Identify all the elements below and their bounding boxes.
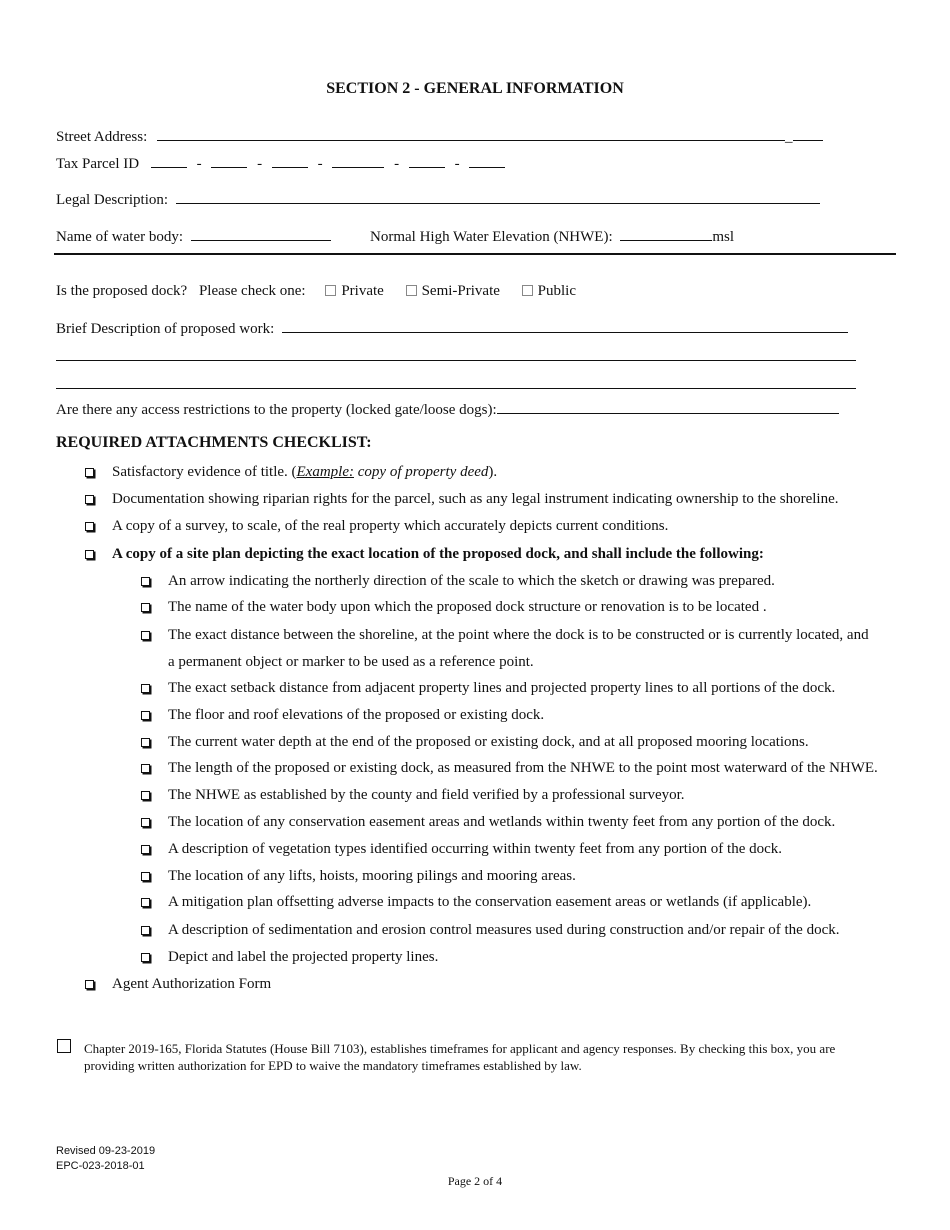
waiver-text-line-2: providing written authorization for EPD to waive the mandatory timeframes established by law. xyxy=(84,1058,582,1073)
tax-parcel-field-2[interactable] xyxy=(211,153,247,168)
checklist-item-riparian: Documentation showing riparian rights for the parcel, such as any legal instrument indicating ownership to the shoreline. xyxy=(112,491,839,507)
nhwe-unit: msl xyxy=(712,229,735,245)
tax-parcel-separator: - xyxy=(196,156,202,172)
checklist-item-title xyxy=(112,464,497,481)
access-restrictions-label: Are there any access restrictions to the property (locked gate/loose dogs): xyxy=(56,402,497,418)
subitem-lifts: The location of any lifts, hoists, mooring pilings and mooring areas. xyxy=(168,868,576,884)
page-number: Page 2 of 4 xyxy=(447,1174,503,1188)
checkbox-icon[interactable] xyxy=(141,872,150,881)
checkbox-icon[interactable] xyxy=(141,845,150,854)
checkbox-icon[interactable] xyxy=(141,684,150,693)
checklist-item-agent-authorization: Agent Authorization Form xyxy=(112,976,272,992)
subitem-conservation: The location of any conservation easement areas and wetlands within twenty feet from any portion of the dock. xyxy=(168,814,836,830)
subitem-water-depth: The current water depth at the end of the proposed or existing dock, and at all proposed mooring locations. xyxy=(168,734,809,750)
access-restrictions-row xyxy=(56,399,839,419)
tax-parcel-field-1[interactable] xyxy=(151,153,187,168)
subitem-elevations: The floor and roof elevations of the proposed or existing dock. xyxy=(168,707,545,723)
dock-option-semi-private[interactable] xyxy=(406,283,500,299)
subitem-setback: The exact setback distance from adjacent property lines and projected property lines to all portions of the dock. xyxy=(168,680,836,696)
checkbox-icon[interactable] xyxy=(406,285,417,296)
tax-parcel-field-5[interactable] xyxy=(409,153,445,168)
subitem-mitigation: A mitigation plan offsetting adverse impacts to the conservation easement areas or wetlands (if applicable). xyxy=(168,894,812,910)
dock-option-label: Public xyxy=(537,283,577,299)
checkbox-icon[interactable] xyxy=(85,980,94,989)
tax-parcel-separator: - xyxy=(257,156,263,172)
checkbox-icon[interactable] xyxy=(85,550,94,559)
checkbox-icon[interactable] xyxy=(141,898,150,907)
street-address-field[interactable] xyxy=(157,126,785,141)
nhwe-field[interactable] xyxy=(620,226,712,241)
checkbox-icon[interactable] xyxy=(85,522,94,531)
subitem-shoreline-distance-cont: a permanent object or marker to be used as a reference point. xyxy=(168,654,534,670)
water-body-row xyxy=(56,226,331,246)
tax-parcel-separator: - xyxy=(317,156,323,172)
checkbox-icon[interactable] xyxy=(85,468,94,477)
item-example: Example: xyxy=(296,464,354,480)
dock-type-row xyxy=(56,283,576,300)
brief-description-row xyxy=(56,318,848,338)
water-body-field[interactable] xyxy=(191,226,331,241)
dock-option-private[interactable] xyxy=(325,283,384,299)
subitem-sedimentation: A description of sedimentation and erosion control measures used during construction and/or repair of the dock. xyxy=(168,922,840,938)
dock-option-label: Semi-Private xyxy=(421,283,500,299)
revised-date: Revised 09-23-2019 xyxy=(56,1145,156,1157)
subitem-property-lines: Depict and label the projected property lines. xyxy=(168,949,439,965)
item-italic: copy of property deed xyxy=(354,464,489,480)
checkbox-icon[interactable] xyxy=(141,603,150,612)
brief-description-field[interactable] xyxy=(282,318,848,333)
nhwe-row xyxy=(370,226,734,246)
checkbox-icon[interactable] xyxy=(325,285,336,296)
checkbox-icon[interactable] xyxy=(85,495,94,504)
brief-description-line-2[interactable] xyxy=(56,360,856,361)
tax-parcel-separator: - xyxy=(394,156,400,172)
checkbox-icon[interactable] xyxy=(522,285,533,296)
legal-description-row xyxy=(56,189,820,209)
subitem-nhwe-verified: The NHWE as established by the county and field verified by a professional surveyor. xyxy=(168,787,685,803)
legal-description-label: Legal Description: xyxy=(56,192,169,208)
form-number: EPC-023-2018-01 xyxy=(56,1160,145,1172)
water-body-label: Name of water body: xyxy=(56,229,184,245)
checklist-heading: REQUIRED ATTACHMENTS CHECKLIST: xyxy=(56,434,372,451)
checkbox-icon[interactable] xyxy=(141,926,150,935)
subitem-water-body-name: The name of the water body upon which the proposed dock structure or renovation is to be located . xyxy=(168,599,767,615)
tax-parcel-row xyxy=(56,153,505,173)
item-text: Satisfactory evidence of title. ( xyxy=(112,464,297,480)
checklist-item-site-plan: A copy of a site plan depicting the exact location of the proposed dock, and shall include the following: xyxy=(112,546,764,562)
street-address-field-end[interactable] xyxy=(793,126,823,141)
tax-parcel-separator: - xyxy=(454,156,460,172)
dock-option-label: Private xyxy=(341,283,384,299)
checkbox-icon[interactable] xyxy=(141,818,150,827)
street-address-label: Street Address: xyxy=(56,129,148,145)
subitem-shoreline-distance: The exact distance between the shoreline, at the point where the dock is to be constructed or is currently located, and xyxy=(168,627,869,643)
street-address-row xyxy=(56,126,823,146)
item-text: ). xyxy=(488,464,498,480)
legal-description-field[interactable] xyxy=(176,189,820,204)
nhwe-label: Normal High Water Elevation (NHWE): xyxy=(370,229,613,245)
checkbox-icon[interactable] xyxy=(141,764,150,773)
tax-parcel-field-4[interactable] xyxy=(332,153,384,168)
page-title: SECTION 2 - GENERAL INFORMATION xyxy=(326,80,624,97)
checklist-item-survey: A copy of a survey, to scale, of the real property which accurately depicts current conditions. xyxy=(112,518,669,534)
dock-type-instruction: Please check one: xyxy=(198,283,306,299)
street-address-trail: _ xyxy=(785,129,793,145)
checkbox-icon[interactable] xyxy=(141,953,150,962)
tax-parcel-field-6[interactable] xyxy=(469,153,505,168)
access-restrictions-field[interactable] xyxy=(497,399,839,414)
dock-type-question: Is the proposed dock? xyxy=(56,283,188,299)
checkbox-icon[interactable] xyxy=(141,791,150,800)
checkbox-icon[interactable] xyxy=(141,711,150,720)
checkbox-icon[interactable] xyxy=(141,631,150,640)
subitem-dock-length: The length of the proposed or existing dock, as measured from the NHWE to the point most waterward of the NHWE. xyxy=(168,760,878,776)
subitem-vegetation: A description of vegetation types identified occurring within twenty feet from any portion of the dock. xyxy=(168,841,783,857)
section-divider xyxy=(54,253,896,255)
waiver-checkbox[interactable] xyxy=(57,1039,71,1053)
tax-parcel-label: Tax Parcel ID xyxy=(56,156,140,172)
brief-description-label: Brief Description of proposed work: xyxy=(56,321,275,337)
brief-description-line-3[interactable] xyxy=(56,388,856,389)
checkbox-icon[interactable] xyxy=(141,577,150,586)
tax-parcel-field-3[interactable] xyxy=(272,153,308,168)
subitem-north-arrow: An arrow indicating the northerly direction of the scale to which the sketch or drawing was prepared. xyxy=(168,573,775,589)
waiver-text-line-1: Chapter 2019-165, Florida Statutes (House Bill 7103), establishes timeframes for applicant and agency responses. By checking this box, you are xyxy=(84,1041,836,1056)
dock-option-public[interactable] xyxy=(522,283,576,299)
checkbox-icon[interactable] xyxy=(141,738,150,747)
